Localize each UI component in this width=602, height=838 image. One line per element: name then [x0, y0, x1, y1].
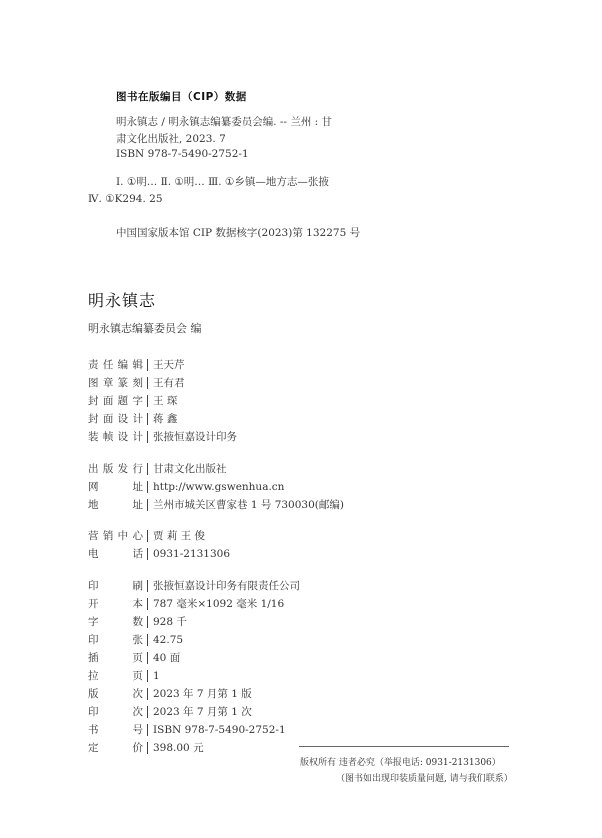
spec-row — [88, 685, 252, 702]
spec-value: 1 — [153, 669, 160, 682]
publisher-address: 兰州市城关区曹家巷 1 号 730030(邮编) — [153, 499, 344, 511]
spec-row — [88, 649, 180, 666]
spec-price: 398.00 元 — [153, 742, 204, 754]
spec-value: 928 千 — [153, 616, 187, 628]
separator — [147, 598, 148, 610]
separator — [147, 634, 148, 646]
book-title: 明永镇志 — [88, 291, 157, 310]
footer-divider — [299, 746, 509, 747]
credit-label: 责任编辑 — [88, 359, 143, 371]
separator — [147, 463, 148, 475]
cip-subject-line2: Ⅳ. ①K294. 25 — [88, 193, 163, 205]
sales-phone: 0931-2131306 — [153, 547, 231, 560]
spec-row — [88, 631, 183, 648]
cip-verification: 中国国家版本馆 CIP 数据核字(2023)第 132275 号 — [116, 227, 361, 239]
separator — [147, 359, 148, 371]
separator — [147, 377, 148, 389]
spec-value: 787 毫米×1092 毫米 1/16 — [153, 598, 285, 610]
credit-label: 图章篆刻 — [88, 377, 143, 389]
credit-row — [88, 356, 185, 373]
spec-label: 印刷 — [88, 580, 143, 592]
spec-value: 2023 年 7 月第 1 次 — [153, 706, 252, 718]
separator — [147, 431, 148, 443]
spec-value: 42.75 — [153, 633, 184, 646]
separator — [147, 616, 148, 628]
credit-label: 封面设计 — [88, 413, 143, 425]
separator — [147, 395, 148, 407]
publisher-row — [88, 460, 227, 477]
sales-label: 营销中心 — [88, 530, 143, 542]
spec-row — [88, 613, 187, 630]
separator — [147, 481, 148, 493]
credit-value: 蒋 鑫 — [153, 413, 178, 425]
spec-label: 开本 — [88, 598, 143, 610]
spec-row — [88, 667, 160, 684]
copyright-notice: 版权所有 违者必究（举报电话: 0931-2131306） — [300, 758, 501, 768]
separator — [147, 530, 148, 542]
publisher-website: http://www.gswenhua.cn — [153, 480, 285, 493]
separator — [147, 688, 148, 700]
spec-label: 字数 — [88, 616, 143, 628]
spec-row — [88, 739, 204, 756]
credit-label: 装帧设计 — [88, 431, 143, 443]
publisher-row — [88, 496, 344, 513]
cip-isbn: ISBN 978-7-5490-2752-1 — [116, 148, 249, 160]
spec-row — [88, 703, 252, 720]
credit-row — [88, 392, 177, 409]
spec-isbn: ISBN 978-7-5490-2752-1 — [153, 723, 286, 736]
spec-label: 插页 — [88, 652, 143, 664]
spec-label: 拉页 — [88, 670, 143, 682]
credit-row — [88, 374, 185, 391]
credit-value: 王天芹 — [153, 359, 185, 371]
publisher-row — [88, 478, 284, 495]
spec-value: 张掖恒嘉设计印务有限责任公司 — [153, 580, 300, 592]
spec-value: 40 面 — [153, 652, 181, 664]
spec-value: 2023 年 7 月第 1 版 — [153, 688, 252, 700]
publisher-value: 甘肃文化出版社 — [153, 463, 227, 475]
spec-label: 定价 — [88, 742, 143, 754]
credit-row — [88, 428, 237, 445]
publisher-label: 地址 — [88, 499, 143, 511]
cip-entry-line2: 肃文化出版社, 2023. 7 — [116, 133, 226, 145]
sales-label: 电话 — [88, 548, 143, 560]
cip-subject-line1: Ⅰ. ①明… Ⅱ. ①明… Ⅲ. ①乡镇—地方志—张掖 — [116, 176, 329, 188]
book-editor: 明永镇志编纂委员会 编 — [88, 322, 202, 335]
spec-row — [88, 721, 286, 738]
separator — [147, 742, 148, 754]
separator — [147, 413, 148, 425]
cip-heading: 图书在版编目（CIP）数据 — [116, 91, 247, 103]
separator — [147, 706, 148, 718]
credit-value: 王 琛 — [153, 395, 178, 407]
separator — [147, 652, 148, 664]
cip-entry-line1: 明永镇志 / 明永镇志编纂委员会编. -- 兰州 : 甘 — [116, 116, 333, 128]
credit-value: 张掖恒嘉设计印务 — [153, 431, 237, 443]
spec-label: 印张 — [88, 634, 143, 646]
separator — [147, 580, 148, 592]
publisher-label: 网址 — [88, 481, 143, 493]
spec-row — [88, 595, 284, 612]
sales-row — [88, 527, 205, 544]
publisher-label: 出版发行 — [88, 463, 143, 475]
sales-row — [88, 545, 230, 562]
quality-notice: （图书如出现印装质量问题, 请与我们联系） — [336, 774, 513, 784]
spec-label: 印次 — [88, 706, 143, 718]
separator — [147, 548, 148, 560]
credit-label: 封面题字 — [88, 395, 143, 407]
credit-value: 王有君 — [153, 377, 185, 389]
separator — [147, 670, 148, 682]
separator — [147, 724, 148, 736]
separator — [147, 499, 148, 511]
spec-label: 书号 — [88, 724, 143, 736]
sales-value: 贾 莉 王 俊 — [153, 530, 206, 542]
spec-row — [88, 577, 300, 594]
spec-label: 版次 — [88, 688, 143, 700]
credit-row — [88, 410, 177, 427]
